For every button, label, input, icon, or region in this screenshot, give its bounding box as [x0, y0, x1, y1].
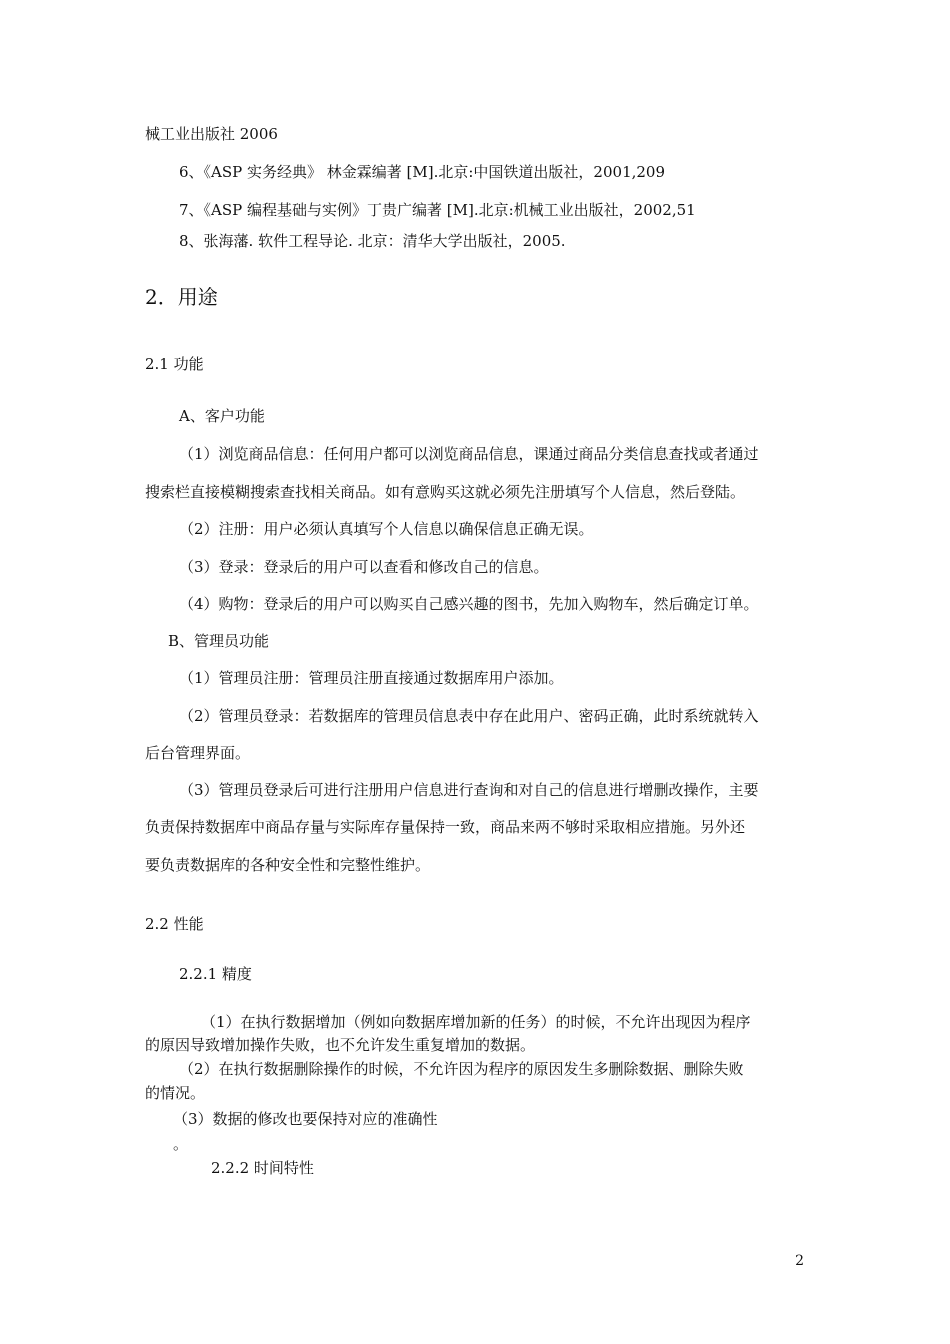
precision-item-1-line-1: （1）在执行数据增加（例如向数据库增加新的任务）的时候，不允许出现因为程序	[201, 1013, 751, 1031]
precision-item-2-line-1: （2）在执行数据删除操作的时候，不允许因为程序的原因发生多删除数据、删除失败	[179, 1060, 744, 1078]
section-heading-2: 2．用途	[145, 285, 218, 309]
reference-item-6: 6、《ASP 实务经典》 林金霖编著 [M].北京:中国铁道出版社，2001,209	[179, 163, 666, 181]
precision-item-3: （3）数据的修改也要保持对应的准确性	[173, 1110, 438, 1128]
admin-function-2-line-1: （2）管理员登录：若数据库的管理员信息表中存在此用户、密码正确，此时系统就转入	[179, 707, 759, 725]
customer-function-1-line-1: （1）浏览商品信息：任何用户都可以浏览商品信息，课通过商品分类信息查找或者通过	[179, 445, 759, 463]
reference-continuation: 械工业出版社 2006	[145, 125, 278, 143]
page-number: 2	[795, 1253, 804, 1269]
reference-item-7: 7、《ASP 编程基础与实例》丁贵广编著 [M].北京:机械工业出版社，2002,51	[179, 201, 696, 219]
precision-item-3-period: 。	[173, 1135, 189, 1153]
subsection-heading-2-2-1: 2.2.1 精度	[179, 965, 252, 983]
customer-function-1-line-2: 搜索栏直接模糊搜索查找相关商品。如有意购买这就必须先注册填写个人信息，然后登陆。	[145, 483, 746, 501]
subsection-heading-2-2-2: 2.2.2 时间特性	[211, 1159, 314, 1177]
customer-function-2: （2）注册：用户必须认真填写个人信息以确保信息正确无误。	[179, 520, 594, 538]
precision-item-1-line-2: 的原因导致增加操作失败，也不允许发生重复增加的数据。	[145, 1036, 536, 1054]
subsection-heading-2-2: 2.2 性能	[145, 915, 204, 933]
admin-function-2-line-2: 后台管理界面。	[145, 744, 251, 762]
admin-function-3-line-3: 要负责数据库的各种安全性和完整性维护。	[145, 856, 431, 874]
customer-functions-heading: A、客户功能	[179, 407, 265, 425]
customer-function-4: （4）购物：登录后的用户可以购买自己感兴趣的图书，先加入购物车，然后确定订单。	[179, 595, 759, 613]
admin-function-3-line-1: （3）管理员登录后可进行注册用户信息进行查询和对自己的信息进行增删改操作，主要	[179, 781, 759, 799]
subsection-heading-2-1: 2.1 功能	[145, 355, 204, 373]
admin-function-1: （1）管理员注册：管理员注册直接通过数据库用户添加。	[179, 669, 564, 687]
customer-function-3: （3）登录：登录后的用户可以查看和修改自己的信息。	[179, 558, 549, 576]
admin-function-3-line-2: 负责保持数据库中商品存量与实际库存量保持一致，商品来两不够时采取相应措施。另外还	[145, 818, 746, 836]
precision-item-2-line-2: 的情况。	[145, 1084, 206, 1102]
reference-item-8: 8、张海藩. 软件工程导论. 北京：清华大学出版社，2005.	[179, 232, 566, 250]
admin-functions-heading: B、管理员功能	[168, 632, 270, 650]
